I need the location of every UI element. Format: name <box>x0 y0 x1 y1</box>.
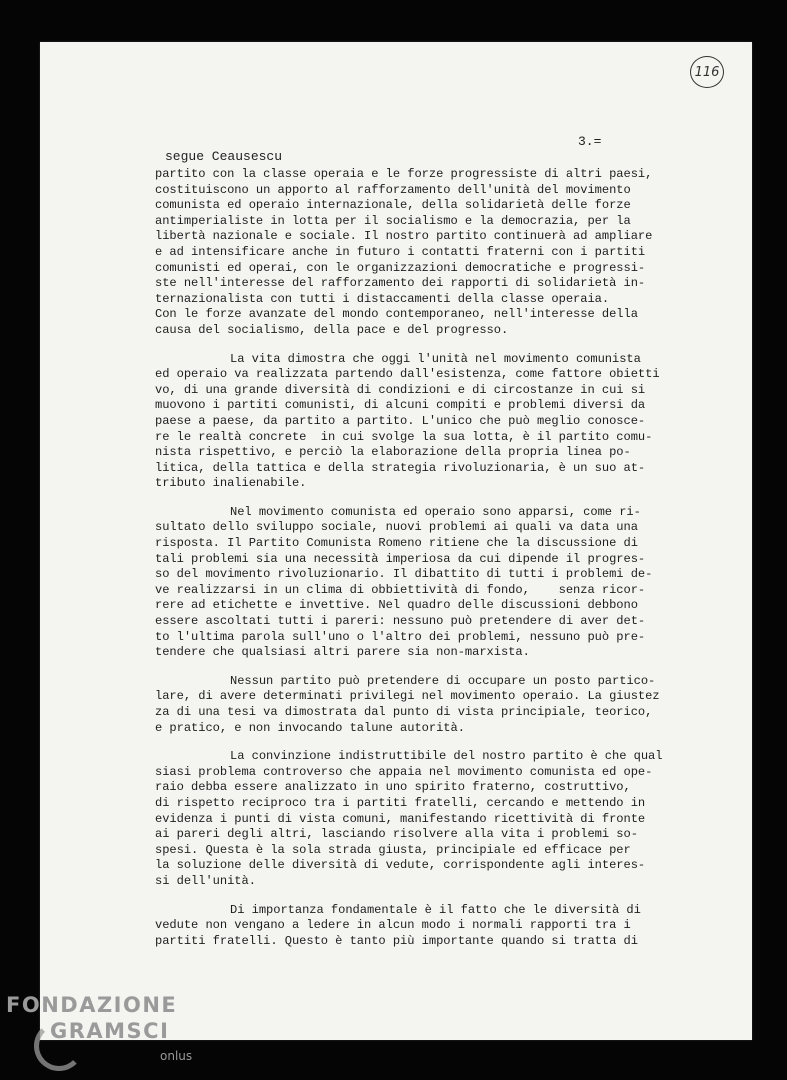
text-line: za di una tesi va dimostrata dal punto di vista principiale, teorico, <box>155 705 653 719</box>
text-line: Di importanza fondamentale è il fatto che le diversità di <box>230 902 641 917</box>
text-line: Nel movimento comunista ed operaio sono apparsi, come ri- <box>230 504 641 519</box>
text-line: raio debba essere analizzato in uno spirito fraterno, costruttivo, <box>155 780 631 795</box>
paragraph <box>155 505 695 661</box>
text-line: sultato dello sviluppo sociale, nuovi problemi ai quali va data una <box>155 520 638 535</box>
text-line: ai pareri degli altri, lasciando risolvere alla vita i problemi so- <box>155 827 638 842</box>
text-line: vedute non vengano a ledere in alcun modo i normali rapporti tra i <box>155 918 631 933</box>
text-line: rere ad etichette e invettive. Nel quadro delle discussioni debbono <box>155 598 638 613</box>
text-line: causa del socialismo, della pace e del progresso. <box>155 322 509 337</box>
text-line: litica, della tattica e della strategia rivoluzionaria, è un suo at- <box>155 460 646 475</box>
document-body <box>155 167 695 962</box>
paragraph <box>155 749 695 889</box>
text-line: tributo inalienabile. <box>155 476 307 491</box>
text-line: lare, di avere determinati privilegi nel movimento operaio. La giustez <box>155 689 660 704</box>
text-line: tendere che qualsiasi altri parere sia non-marxista. <box>155 645 530 660</box>
watermark-line2: GRAMSCI <box>50 1019 170 1043</box>
text-line: re le realtà concrete in cui svolge la sua lotta, è il partito comu- <box>155 429 653 444</box>
text-line: risposta. Il Partito Comunista Romeno ritiene che la discussione di <box>155 536 638 551</box>
text-line: partiti fratelli. Questo è tanto più importante quando si tratta di <box>155 933 638 948</box>
paragraph <box>155 903 695 950</box>
text-line: antimperialiste in lotta per il socialismo e la democrazia, per la <box>155 213 631 228</box>
text-line: costituiscono un apporto al rafforzamento dell'unità del movimento <box>155 182 631 197</box>
text-line: si dell'unità. <box>155 873 256 888</box>
text-line: evidenza i punti di vista comuni, manifestando ricettività di fronte <box>155 811 646 826</box>
text-line: so del movimento rivoluzionario. Il dibattito di tutti i problemi de- <box>155 567 653 582</box>
paragraph <box>155 352 695 492</box>
text-line: La convinzione indistruttibile del nostro partito è che qual <box>230 749 663 764</box>
paragraph <box>155 674 695 736</box>
text-line: nista rispettivo, e perciò la elaborazione della propria linea po- <box>155 445 631 460</box>
text-line: vo, di una grande diversità di condizioni e di circostanze in cui si <box>155 382 646 397</box>
text-line: to l'ultima parola sull'uno o l'altro dei problemi, nessuno può pre- <box>155 629 646 644</box>
text-line: partito con la classe operaia e le forze progressiste di altri paesi, <box>155 167 653 181</box>
text-line: ve realizzarsi in un clima di obbiettività di fondo, senza ricor- <box>155 582 646 597</box>
text-line: e pratico, e non invocando talune autorità. <box>155 720 465 735</box>
text-line: spesi. Questa è la sola strada giusta, principiale ed efficace per <box>155 842 631 857</box>
page-number: 3.= <box>578 134 602 149</box>
text-line: Nessun partito può pretendere di occupare un posto partico- <box>230 673 656 688</box>
text-line: comunista ed operaio internazionale, della solidarietà delle forze <box>155 198 631 213</box>
text-line: tali problemi sia una necessità imperiosa da cui dipende il progres- <box>155 551 646 566</box>
text-line: di rispetto reciproco tra i partiti fratelli, cercando e mettendo in <box>155 795 646 810</box>
text-line: e ad intensificare anche in futuro i contatti fraterni con i partiti <box>155 244 646 259</box>
text-line: ste nell'interesse del rafforzamento dei rapporti di solidarietà in- <box>155 276 646 291</box>
watermark-line3: onlus <box>160 1049 193 1063</box>
text-line: muovono i partiti comunisti, di alcuni compiti e problemi diversi da <box>155 398 646 413</box>
document-header: segue Ceausescu <box>165 149 283 164</box>
text-line: Con le forze avanzate del mondo contemporaneo, nell'interesse della <box>155 307 638 322</box>
text-line: libertà nazionale e sociale. Il nostro partito continuerà ad ampliare <box>155 229 653 244</box>
text-line: ternazionalista con tutti i distaccamenti della classe operaia. <box>155 291 610 306</box>
text-line: la soluzione delle diversità di vedute, corrispondente agli interes- <box>155 858 646 873</box>
text-line: ed operaio va realizzata partendo dall'esistenza, come fattore obietti <box>155 367 660 382</box>
text-line: siasi problema controverso che appaia nel movimento comunista ed ope- <box>155 764 653 779</box>
archive-stamp: 116 <box>690 56 724 88</box>
paragraph <box>155 167 695 339</box>
text-line: essere ascoltati tutti i pareri: nessuno può pretendere di aver det- <box>155 614 646 629</box>
text-line: paese a paese, da partito a partito. L'unico che può meglio conosce- <box>155 413 646 428</box>
watermark-line1: FONDAZIONE <box>6 993 178 1017</box>
text-line: La vita dimostra che oggi l'unità nel movimento comunista <box>230 351 641 366</box>
text-line: comunisti ed operai, con le organizzazioni democratiche e progressi- <box>155 260 646 275</box>
